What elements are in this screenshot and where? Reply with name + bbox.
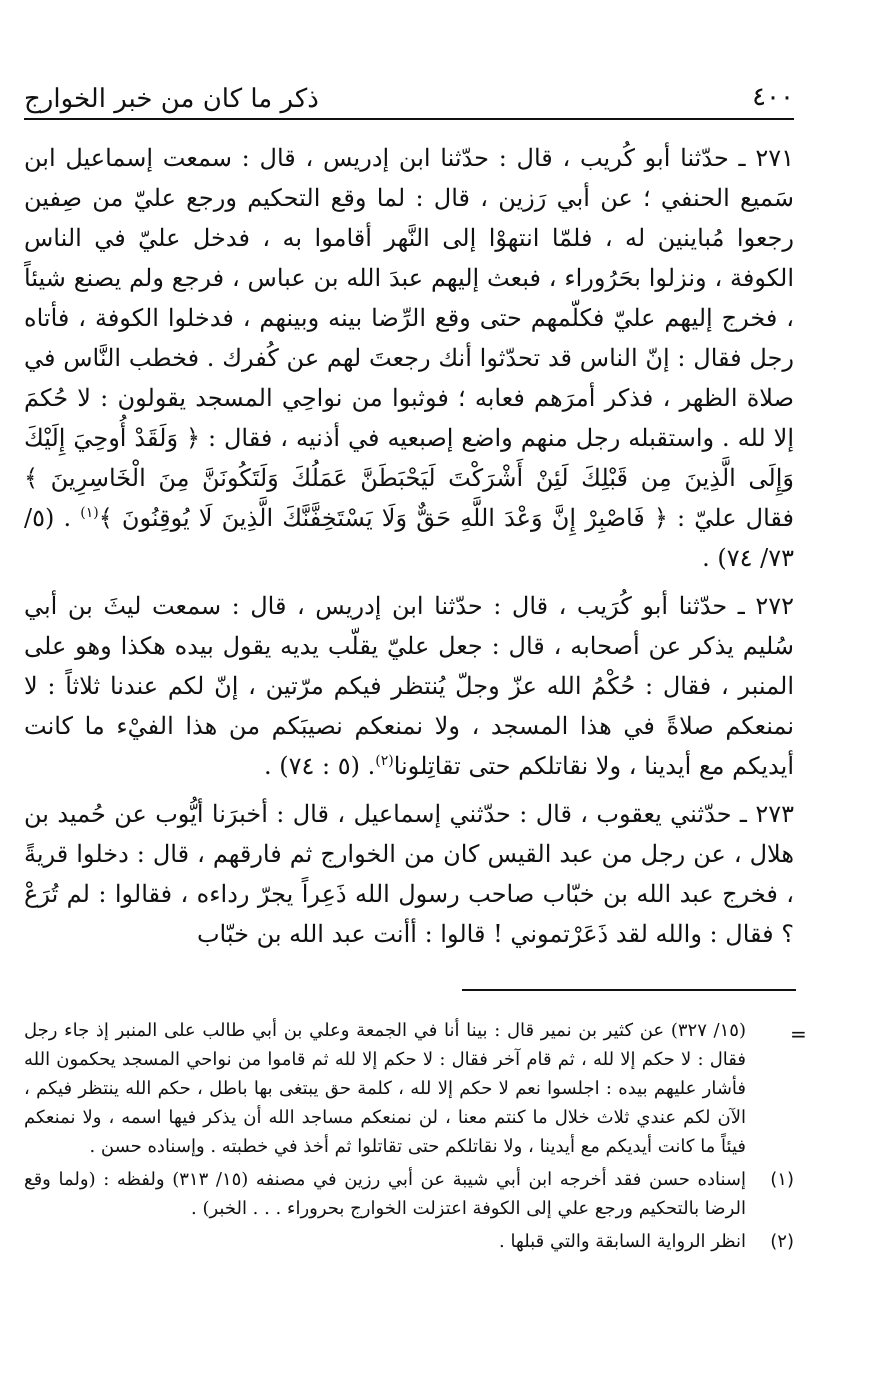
page-number: ٤٠٠ xyxy=(752,82,794,112)
footnote-1 xyxy=(24,1165,794,1223)
paragraph-number: ٢٧٣ xyxy=(755,800,794,828)
paragraph-271 xyxy=(24,138,794,578)
footnote-text: انظر الرواية السابقة والتي قبلها . xyxy=(499,1231,746,1252)
paragraph-272 xyxy=(24,586,794,786)
footnote-divider xyxy=(462,989,796,991)
continuation-marker: = xyxy=(790,1022,807,1046)
page-header xyxy=(24,68,794,120)
paragraph-273 xyxy=(24,794,794,954)
footnote-ref: (١) xyxy=(80,505,99,521)
footnote-text: إسناده حسن فقد أخرجه ابن أبي شيبة عن أبي رزين في مصنفه (١٥/ ٣١٣) ولفظه : (ولما وقع الرضا بالتحكيم ورجع علي إلى الكوفة اعتزلت الخوارج بحروراء . . . الخبر) . xyxy=(24,1169,746,1219)
running-title: ذكر ما كان من خبر الخوارج xyxy=(24,84,319,114)
paragraph-number: ٢٧٢ xyxy=(755,592,795,620)
footnote-text: (١٥/ ٣٢٧) عن كثير بن نمير قال : بينا أنا في الجمعة وعلي بن أبي طالب على المنبر إذ جاء رجل فقال : لا حكم إلا لله ، ثم قام آخر فقال : لا حكم إلا لله ثم قاموا من نواحي المسجد يحكمون الله فأشار عليهم بيده : اجلسوا نعم لا حكم إلا لله ، كلمة حق يبتغى بها باطل ، حكم الله ينتظر فيكم ، الآن لكم عندي ثلاث خلال ما كنتم معنا ، لن نمنعكم مساجد الله أن يذكر فيها اسمه ، ولا نمنعكم فيئاً ما كانت أيديكم مع أيدينا ، ولا نقاتلكم حتى تقاتلوا ثم أخذ في خطبته . وإسناده حسن . xyxy=(24,1020,746,1157)
footnotes xyxy=(24,1016,794,1260)
paragraph-text: ـ حدّثنا أبو كُريب ، قال : حدّثنا ابن إدريس ، قال : سمعت إسماعيل ابن سَميع الحنفي ؛ عن أبي رَزين ، قال : لما وقع التحكيم ورجع عليّ من صِفين رجعوا مُباينين له ، فلمّا انتهوْا إلى النَّهر أقاموا به ، فدخل عليّ في الناس الكوفة ، ونزلوا بحَرُوراء ، فبعث إليهم عبدَ الله بن عباس ، فرجع ولم يصنع شيئاً ، فخرج إليهم عليّ فكلّمهم حتى وقع الرِّضا بينه وبينهم ، فدخلوا الكوفة ، فأتاه رجل فقال : إنّ الناس قد تحدّثوا أنك رجعتَ لهم عن كُفرك . فخطب النَّاس في صلاة الظهر ، فذكر أمرَهم فعابه ؛ فوثبوا من نواحِي المسجد يقولون : لا حُكمَ إلا لله . واستقبله رجل منهم واضع إصبعيه في أذنيه ، فقال : ﴿ وَلَقَدْ أُوحِيَ إِلَيْكَ وَإِلَى الَّذِينَ مِن قَبْلِكَ لَئِنْ أَشْرَكْتَ لَيَحْبَطَنَّ عَمَلُكَ وَلَتَكُونَنَّ مِنَ الْخَاسِرِينَ ﴾ فقال عليّ : ﴿ فَاصْبِرْ إِنَّ وَعْدَ اللَّهِ حَقٌّ وَلَا يَسْتَخِفَّنَّكَ الَّذِينَ لَا يُوقِنُونَ ﴾ xyxy=(24,144,795,532)
footnote-continued xyxy=(24,1016,794,1161)
footnote-2 xyxy=(24,1227,794,1256)
main-text xyxy=(24,138,794,962)
footnote-ref: (٢) xyxy=(375,753,394,769)
paragraph-number: ٢٧١ xyxy=(755,144,794,172)
footnote-marker: (٢) xyxy=(770,1231,794,1252)
paragraph-citation: . (٥/ ٧٣/ ٧٤) . xyxy=(24,504,794,572)
paragraph-text: ـ حدّثني يعقوب ، قال : حدّثني إسماعيل ، قال : أخبرَنا أيُّوب عن حُميد بن هلال ، عن رجل من عبد القيس كان من الخوارج ثم فارقهم ، قال : دخلوا قريةً ، فخرج عبد الله بن خبّاب صاحب رسول الله ذَعِراً يجرّ رداءه ، فقالوا : لم تُرَعْ ؟ فقال : والله لقد ذَعَرْتموني ! قالوا : أأنت عبد الله بن خبّاب xyxy=(24,800,794,948)
paragraph-text: ـ حدّثنا أبو كُرَيب ، قال : حدّثنا ابن إدريس ، قال : سمعت ليثَ بن أبي سُليم يذكر عن أصحابه ، قال : جعل عليّ يقلّب يديه يقول بيده هكذا وهو على المنبر ، فقال : حُكْمُ الله عزّ وجلّ يُنتظر فيكم مرّتين ، إنّ لكم عندنا ثلاثاً : لا نمنعكم صلاةً في هذا المسجد ، ولا نمنعكم نصيبَكم من هذا الفيْء ما كانت أيديكم مع أيدينا ، ولا نقاتلكم حتى تقاتِلونا xyxy=(24,592,795,780)
paragraph-citation: . (٥ : ٧٤) . xyxy=(263,752,376,780)
footnote-marker: (١) xyxy=(770,1169,794,1190)
